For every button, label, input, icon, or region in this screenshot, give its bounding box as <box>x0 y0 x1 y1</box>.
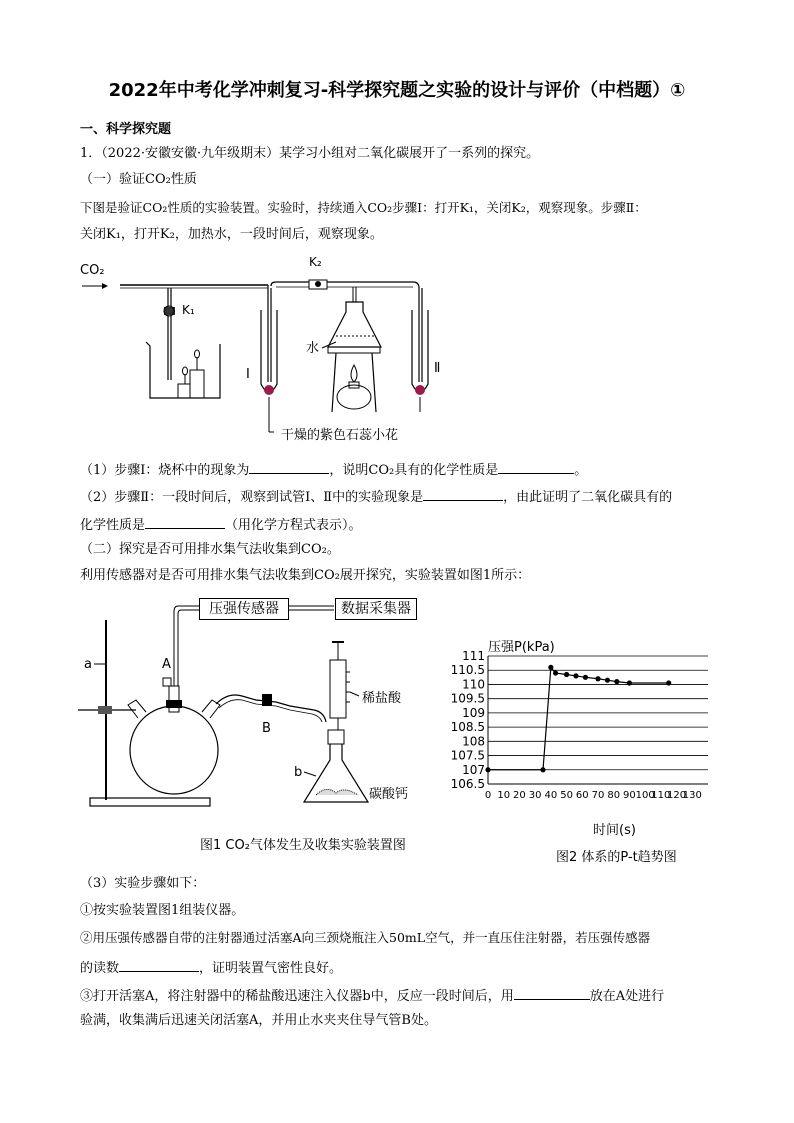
chart-x-tick-label: 10 <box>497 790 511 801</box>
answer-blank[interactable] <box>498 459 574 474</box>
flower-icon <box>415 385 425 395</box>
test-tube-2 <box>412 310 428 392</box>
co2-label: CO₂ <box>80 263 105 278</box>
chart-data-point <box>583 675 588 680</box>
figure-2-caption: 图2 体系的P-t趋势图 <box>556 850 677 865</box>
co2-generation-apparatus-figure <box>76 590 436 820</box>
chart-data-point <box>605 678 610 683</box>
figure-1-caption: 图1 CO₂气体发生及收集实验装置图 <box>200 838 406 853</box>
pressure-sensor-box: 压强传感器 <box>199 598 289 620</box>
chart-x-tick-label: 40 <box>544 790 558 801</box>
chart-data-point <box>553 670 558 675</box>
k1-label: K₁ <box>182 303 195 317</box>
chart-x-tick-label: 110 <box>651 790 671 801</box>
chart-x-tick-label: 130 <box>682 790 702 801</box>
chart-data-point <box>485 767 490 772</box>
alcohol-lamp <box>337 385 371 409</box>
acid-label: 稀盐酸 <box>362 691 402 706</box>
flame-icon <box>351 365 357 382</box>
chart-x-tick-label: 80 <box>607 790 621 801</box>
chart-data-point <box>614 679 619 684</box>
chart-data-point <box>564 672 569 677</box>
chart-x-tick-label: 20 <box>513 790 526 801</box>
answer-blank[interactable] <box>119 957 199 972</box>
question-1-2: （2）步骤Ⅱ：一段时间后，观察到试管Ⅰ、Ⅱ中的实验现象是 ，由此证明了二氧化碳具有的 <box>80 486 672 507</box>
step-3-line1: ③打开活塞A，将注射器中的稀盐酸迅速注入仪器b中，反应一段时间后，用 放在A处进行 <box>80 985 664 1006</box>
chart-x-tick-label: 70 <box>591 790 605 801</box>
step-2-line2: 的读数 ，证明装置气密性良好。 <box>80 957 342 978</box>
chart-data-point <box>548 665 553 670</box>
stand-base <box>90 798 210 806</box>
co2-property-apparatus-figure <box>78 252 498 447</box>
chart-x-tick-label: 120 <box>667 790 687 801</box>
part1-heading: （一）验证CO₂性质 <box>80 172 197 187</box>
part2-text: 利用传感器对是否可用排水集气法收集到CO₂展开探究，实验装置如图1所示： <box>80 568 531 583</box>
pressure-time-chart <box>440 634 730 864</box>
step-3-line2: 验满，收集满后迅速关闭活塞A，并用止水夹夹住导气管B处。 <box>80 1013 437 1028</box>
step-2-line1: ②用压强传感器自带的注射器通过活塞A向三颈烧瓶注入50mL空气，并一直压住注射器，若压强传感器 <box>80 930 651 945</box>
chart-x-tick-label: 50 <box>560 790 573 801</box>
part1-text-line2: 关闭K₁，打开K₂，加热水，一段时间后，观察现象。 <box>80 227 383 242</box>
chart-data-point <box>595 676 600 681</box>
chart-y-tick-label: 111 <box>462 649 485 663</box>
data-collector-box: 数据采集器 <box>335 598 417 620</box>
question-intro: 1．（2022·安徽安徽·九年级期末）某学习小组对二氧化碳展开了一系列的探究。 <box>80 146 540 161</box>
chart-y-tick-label: 107.5 <box>450 748 485 763</box>
chart-y-tick-label: 107 <box>462 762 485 777</box>
answer-blank[interactable] <box>514 985 590 1000</box>
flower-icon <box>264 385 274 395</box>
question-1-2-cont: 化学性质是 （用化学方程式表示）。 <box>80 514 362 535</box>
label-a: a <box>84 657 92 672</box>
chart-x-tick-label: 60 <box>575 790 589 801</box>
tube-1-label: Ⅰ <box>246 367 250 382</box>
k2-label: K₂ <box>309 255 322 269</box>
answer-blank[interactable] <box>249 459 329 474</box>
test-tube-1 <box>261 310 277 392</box>
label-A: A <box>162 657 171 672</box>
chart-x-tick-label: 0 <box>484 790 492 801</box>
clamp-B <box>262 694 272 706</box>
syringe <box>330 660 346 718</box>
chart-y-tick-label: 109 <box>462 705 485 720</box>
chart-data-point <box>666 680 671 685</box>
flame-icon <box>183 367 188 375</box>
chart-data-point <box>540 767 545 772</box>
three-neck-flask <box>130 706 218 794</box>
chart-y-tick-label: 110 <box>462 677 485 692</box>
answer-blank[interactable] <box>423 486 503 501</box>
caco3-label: 碳酸钙 <box>369 787 409 802</box>
chart-data-point <box>627 680 632 685</box>
label-B: B <box>262 721 271 736</box>
chart-y-tick-label: 106.5 <box>450 777 485 791</box>
chart-y-axis-label: 压强P(kPa) <box>488 640 555 655</box>
chart-x-tick-label: 30 <box>528 790 542 801</box>
question-3-heading: （3）实验步骤如下： <box>80 876 206 891</box>
part1-text-line1: 下图是验证CO₂性质的实验装置。实验时，持续通入CO₂步骤Ⅰ：打开K₁，关闭K₂，观察现象。步骤Ⅱ： <box>80 200 647 215</box>
part2-heading: （二）探究是否可用排水集气法收集到CO₂。 <box>80 542 340 557</box>
conical-flask <box>328 302 381 347</box>
flower-label: 干燥的紫色石蕊小花 <box>281 428 399 443</box>
label-b: b <box>294 765 303 780</box>
chart-y-tick-label: 109.5 <box>450 691 485 706</box>
chart-x-tick-label: 100 <box>635 790 655 801</box>
answer-blank[interactable] <box>145 514 225 529</box>
page-title: 2022年中考化学冲刺复习-科学探究题之实验的设计与评价（中档题）① <box>108 80 686 101</box>
section-heading: 一、科学探究题 <box>80 122 172 137</box>
flame-icon <box>195 350 200 358</box>
chart-series-line <box>488 667 669 769</box>
chart-data-point <box>573 673 578 678</box>
tube-2-label: Ⅱ <box>434 361 441 376</box>
k2-clamp <box>315 281 321 287</box>
chart-y-tick-label: 108.5 <box>450 720 485 735</box>
chart-x-tick-label: 90 <box>623 790 636 801</box>
chart-y-tick-label: 110.5 <box>450 663 485 678</box>
question-1-1: （1）步骤Ⅰ：烧杯中的现象为 ，说明CO₂具有的化学性质是 。 <box>80 459 587 480</box>
step-1: ①按实验装置图1组装仪器。 <box>80 903 245 918</box>
chart-y-tick-label: 108 <box>462 734 485 749</box>
water-label: 水 <box>306 341 320 356</box>
chart-x-axis-label: 时间(s) <box>593 823 636 838</box>
valve-A <box>163 678 171 686</box>
arrow-head-icon <box>102 283 108 289</box>
